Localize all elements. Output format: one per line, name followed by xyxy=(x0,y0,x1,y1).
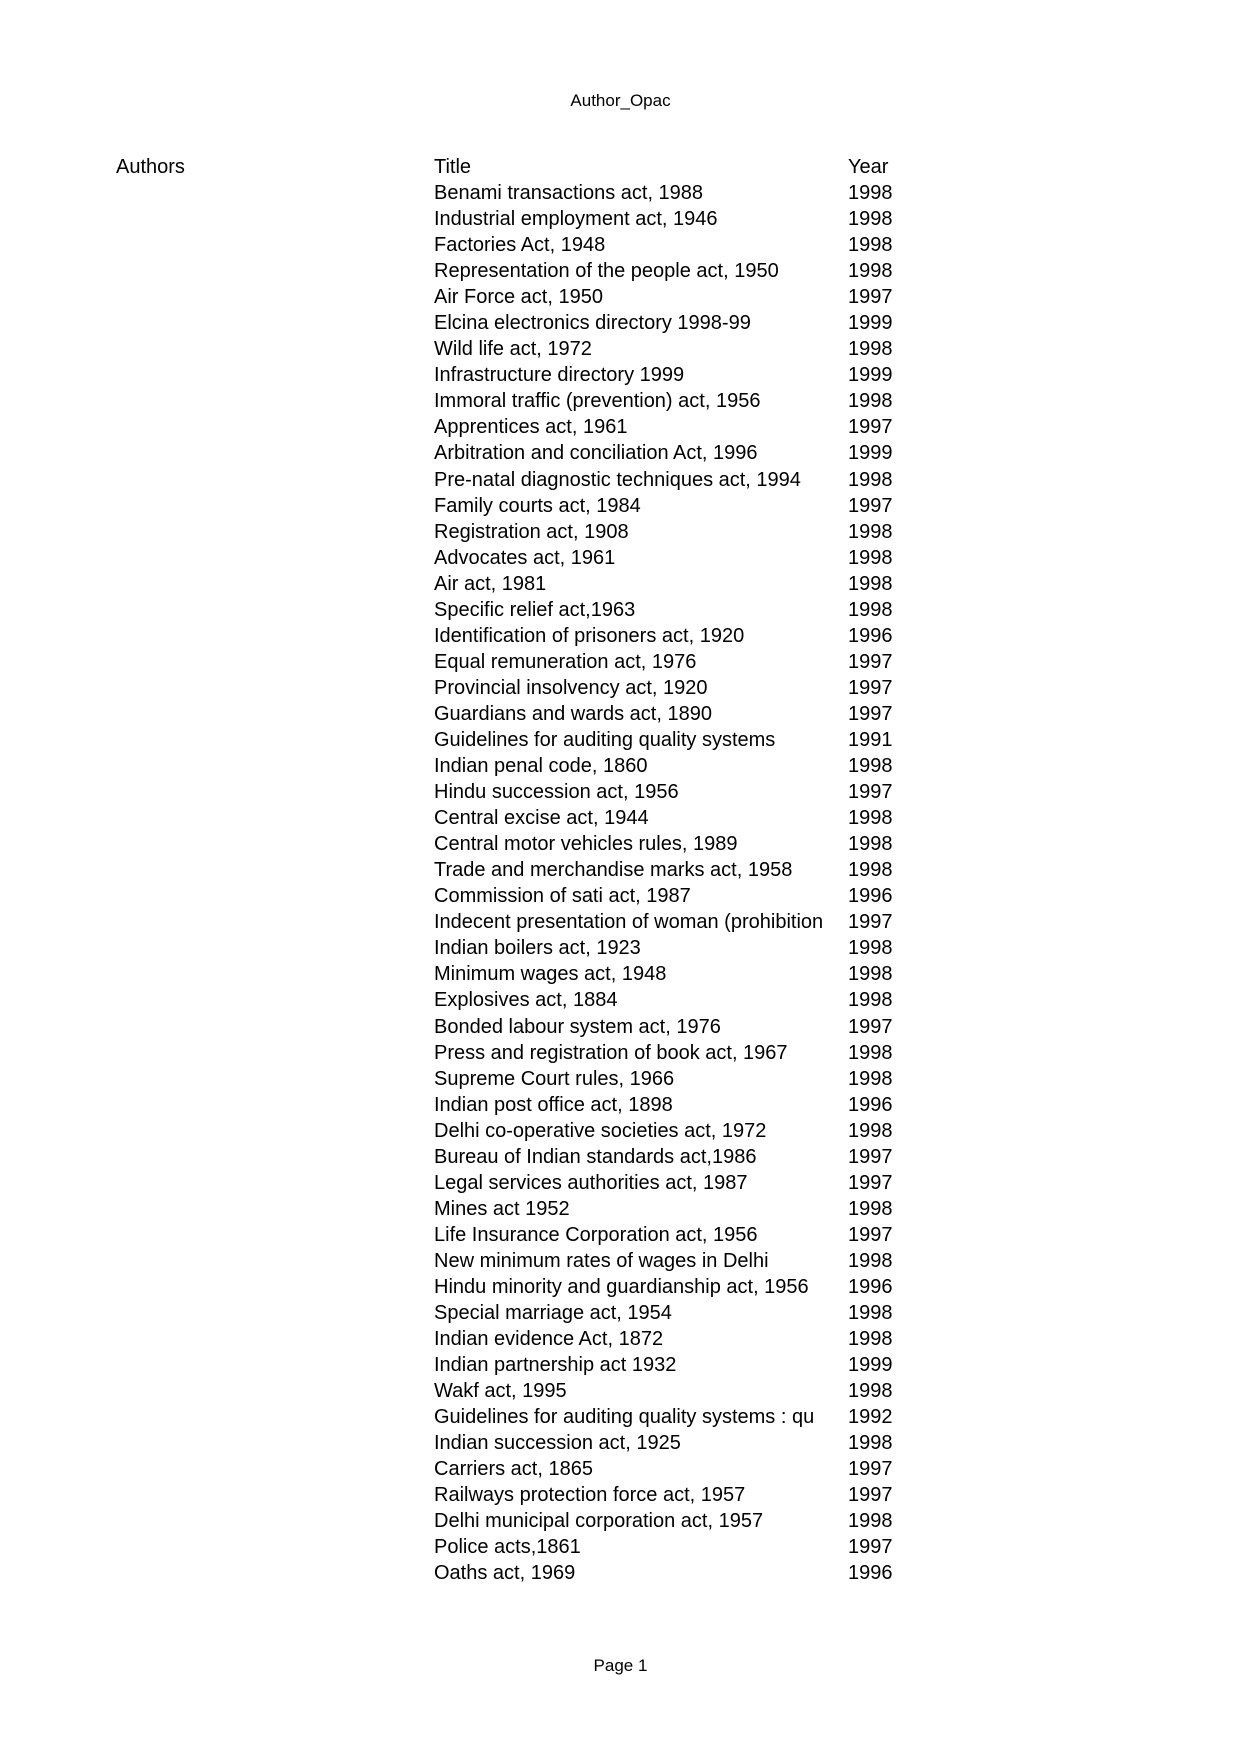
row-title: Hindu succession act, 1956 xyxy=(434,781,679,804)
row-title: Advocates act, 1961 xyxy=(434,546,616,569)
row-title: Railways protection force act, 1957 xyxy=(434,1484,746,1507)
table-row xyxy=(0,675,1241,701)
row-title: Life Insurance Corporation act, 1956 xyxy=(434,1223,758,1246)
row-year: 1997 xyxy=(848,1223,893,1246)
row-year: 1997 xyxy=(848,494,893,517)
row-year: 1998 xyxy=(848,572,893,595)
table-row xyxy=(0,1482,1241,1508)
row-year: 1996 xyxy=(848,1562,893,1585)
table-row xyxy=(0,519,1241,545)
row-title: Indian penal code, 1860 xyxy=(434,755,648,778)
row-title: Supreme Court rules, 1966 xyxy=(434,1067,675,1090)
row-title: Police acts,1861 xyxy=(434,1536,581,1559)
row-year: 1997 xyxy=(848,650,893,673)
row-year: 1998 xyxy=(848,1067,893,1090)
row-year: 1997 xyxy=(848,1458,893,1481)
table-row xyxy=(0,1456,1241,1482)
row-title: Carriers act, 1865 xyxy=(434,1458,593,1481)
row-title: Representation of the people act, 1950 xyxy=(434,260,779,283)
table-row xyxy=(0,961,1241,987)
row-title: Industrial employment act, 1946 xyxy=(434,208,718,231)
row-title: Indian succession act, 1925 xyxy=(434,1432,681,1455)
row-year: 1998 xyxy=(848,963,893,986)
row-title: Factories Act, 1948 xyxy=(434,234,606,257)
table-row xyxy=(0,909,1241,935)
table-row xyxy=(0,414,1241,440)
row-title: Bonded labour system act, 1976 xyxy=(434,1015,721,1038)
row-year: 1998 xyxy=(848,1302,893,1325)
row-year: 1998 xyxy=(848,1510,893,1533)
table-row xyxy=(0,649,1241,675)
table-row xyxy=(0,1534,1241,1560)
row-year: 1998 xyxy=(848,338,893,361)
table-row xyxy=(0,987,1241,1013)
table-row xyxy=(0,1014,1241,1040)
row-title: Identification of prisoners act, 1920 xyxy=(434,624,745,647)
row-year: 1998 xyxy=(848,390,893,413)
table-row xyxy=(0,336,1241,362)
table-row xyxy=(0,1170,1241,1196)
table-row xyxy=(0,545,1241,571)
row-year: 1998 xyxy=(848,520,893,543)
page-header-title: Author_Opac xyxy=(570,91,671,110)
row-year: 1998 xyxy=(848,937,893,960)
row-title: Press and registration of book act, 1967 xyxy=(434,1041,788,1064)
row-title: Specific relief act,1963 xyxy=(434,598,636,621)
page-number: Page 1 xyxy=(593,1656,648,1675)
row-title: Indian post office act, 1898 xyxy=(434,1093,673,1116)
row-title: Guardians and wards act, 1890 xyxy=(434,702,712,725)
row-title: Immoral traffic (prevention) act, 1956 xyxy=(434,390,761,413)
row-year: 1998 xyxy=(848,468,893,491)
row-title: Equal remuneration act, 1976 xyxy=(434,650,697,673)
row-year: 1998 xyxy=(848,1119,893,1142)
row-title: Legal services authorities act, 1987 xyxy=(434,1171,748,1194)
row-title: Central excise act, 1944 xyxy=(434,807,649,830)
table-row xyxy=(0,623,1241,649)
row-year: 1996 xyxy=(848,885,893,908)
table-row xyxy=(0,1066,1241,1092)
column-header-year: Year xyxy=(848,156,889,178)
row-title: Trade and merchandise marks act, 1958 xyxy=(434,859,793,882)
row-title: Special marriage act, 1954 xyxy=(434,1302,672,1325)
table-row xyxy=(0,1248,1241,1274)
row-title: Indian evidence Act, 1872 xyxy=(434,1328,664,1351)
row-title: Oaths act, 1969 xyxy=(434,1562,576,1585)
row-title: Delhi co-operative societies act, 1972 xyxy=(434,1119,767,1142)
row-year: 1997 xyxy=(848,781,893,804)
row-year: 1996 xyxy=(848,624,893,647)
row-title: Air act, 1981 xyxy=(434,572,547,595)
row-year: 1998 xyxy=(848,1380,893,1403)
table-row xyxy=(0,467,1241,493)
row-title: Indecent presentation of woman (prohibition xyxy=(434,911,824,934)
table-row xyxy=(0,493,1241,519)
row-year: 1997 xyxy=(848,286,893,309)
row-title: Air Force act, 1950 xyxy=(434,286,603,309)
table-row xyxy=(0,1222,1241,1248)
row-year: 1998 xyxy=(848,1249,893,1272)
table-row xyxy=(0,1274,1241,1300)
row-year: 1997 xyxy=(848,1171,893,1194)
row-year: 1998 xyxy=(848,598,893,621)
row-year: 1999 xyxy=(848,364,893,387)
row-title: Registration act, 1908 xyxy=(434,520,629,543)
row-year: 1998 xyxy=(848,208,893,231)
row-year: 1997 xyxy=(848,1484,893,1507)
table-row xyxy=(0,258,1241,284)
row-title: Wakf act, 1995 xyxy=(434,1380,567,1403)
row-title: Guidelines for auditing quality systems : qu xyxy=(434,1406,815,1429)
table-row xyxy=(0,1560,1241,1586)
row-year: 1998 xyxy=(848,833,893,856)
row-title: Infrastructure directory 1999 xyxy=(434,364,685,387)
table-row xyxy=(0,727,1241,753)
table-row xyxy=(0,1118,1241,1144)
row-title: Delhi municipal corporation act, 1957 xyxy=(434,1510,764,1533)
row-title: Central motor vehicles rules, 1989 xyxy=(434,833,738,856)
row-year: 1998 xyxy=(848,807,893,830)
row-year: 1997 xyxy=(848,676,893,699)
row-year: 1997 xyxy=(848,1015,893,1038)
row-title: Provincial insolvency act, 1920 xyxy=(434,676,708,699)
table-row xyxy=(0,1326,1241,1352)
row-year: 1999 xyxy=(848,442,893,465)
table-row xyxy=(0,310,1241,336)
row-title: Wild life act, 1972 xyxy=(434,338,592,361)
table-row xyxy=(0,284,1241,310)
row-year: 1998 xyxy=(848,989,893,1012)
row-year: 1999 xyxy=(848,312,893,335)
table-row xyxy=(0,779,1241,805)
row-title: Explosives act, 1884 xyxy=(434,989,618,1012)
row-title: Pre-natal diagnostic techniques act, 1994 xyxy=(434,468,801,491)
row-year: 1997 xyxy=(848,911,893,934)
table-row xyxy=(0,1092,1241,1118)
table-row xyxy=(0,701,1241,727)
row-year: 1997 xyxy=(848,416,893,439)
row-year: 1997 xyxy=(848,702,893,725)
row-title: Arbitration and conciliation Act, 1996 xyxy=(434,442,758,465)
row-title: Family courts act, 1984 xyxy=(434,494,641,517)
row-year: 1998 xyxy=(848,1432,893,1455)
row-year: 1998 xyxy=(848,1041,893,1064)
table-row xyxy=(0,857,1241,883)
table-row xyxy=(0,362,1241,388)
row-title: Mines act 1952 xyxy=(434,1197,570,1220)
table-row xyxy=(0,883,1241,909)
row-year: 1997 xyxy=(848,1536,893,1559)
table-row xyxy=(0,1404,1241,1430)
row-title: Commission of sati act, 1987 xyxy=(434,885,691,908)
row-title: New minimum rates of wages in Delhi xyxy=(434,1249,769,1272)
row-title: Hindu minority and guardianship act, 1956 xyxy=(434,1275,809,1298)
row-title: Guidelines for auditing quality systems xyxy=(434,728,776,751)
table-row xyxy=(0,1196,1241,1222)
row-title: Elcina electronics directory 1998-99 xyxy=(434,312,751,335)
row-title: Minimum wages act, 1948 xyxy=(434,963,667,986)
row-year: 1998 xyxy=(848,859,893,882)
column-header-title: Title xyxy=(434,156,472,178)
table-row xyxy=(0,935,1241,961)
row-title: Benami transactions act, 1988 xyxy=(434,182,704,204)
table-row xyxy=(0,1352,1241,1378)
row-year: 1998 xyxy=(848,182,893,204)
row-year: 1998 xyxy=(848,234,893,257)
row-title: Indian boilers act, 1923 xyxy=(434,937,641,960)
table-row xyxy=(0,388,1241,414)
table-row xyxy=(0,440,1241,466)
column-header-authors: Authors xyxy=(116,156,185,178)
table-row xyxy=(0,1040,1241,1066)
table-row xyxy=(0,180,1241,206)
row-year: 1999 xyxy=(848,1354,893,1377)
table-row xyxy=(0,597,1241,623)
row-year: 1992 xyxy=(848,1406,893,1429)
table-row xyxy=(0,753,1241,779)
table-row xyxy=(0,1300,1241,1326)
row-year: 1997 xyxy=(848,1145,893,1168)
table-row xyxy=(0,805,1241,831)
row-year: 1998 xyxy=(848,260,893,283)
table-row xyxy=(0,571,1241,597)
table-row xyxy=(0,232,1241,258)
row-year: 1998 xyxy=(848,546,893,569)
table-row xyxy=(0,1430,1241,1456)
row-year: 1998 xyxy=(848,1328,893,1351)
row-title: Apprentices act, 1961 xyxy=(434,416,628,439)
record-list xyxy=(0,180,1241,1587)
row-title: Bureau of Indian standards act,1986 xyxy=(434,1145,757,1168)
row-title: Indian partnership act 1932 xyxy=(434,1354,677,1377)
table-row xyxy=(0,1144,1241,1170)
row-year: 1991 xyxy=(848,728,893,751)
row-year: 1996 xyxy=(848,1093,893,1116)
row-year: 1998 xyxy=(848,1197,893,1220)
table-row xyxy=(0,206,1241,232)
table-row xyxy=(0,1378,1241,1404)
row-year: 1996 xyxy=(848,1275,893,1298)
table-row xyxy=(0,831,1241,857)
row-year: 1998 xyxy=(848,755,893,778)
table-row xyxy=(0,1508,1241,1534)
